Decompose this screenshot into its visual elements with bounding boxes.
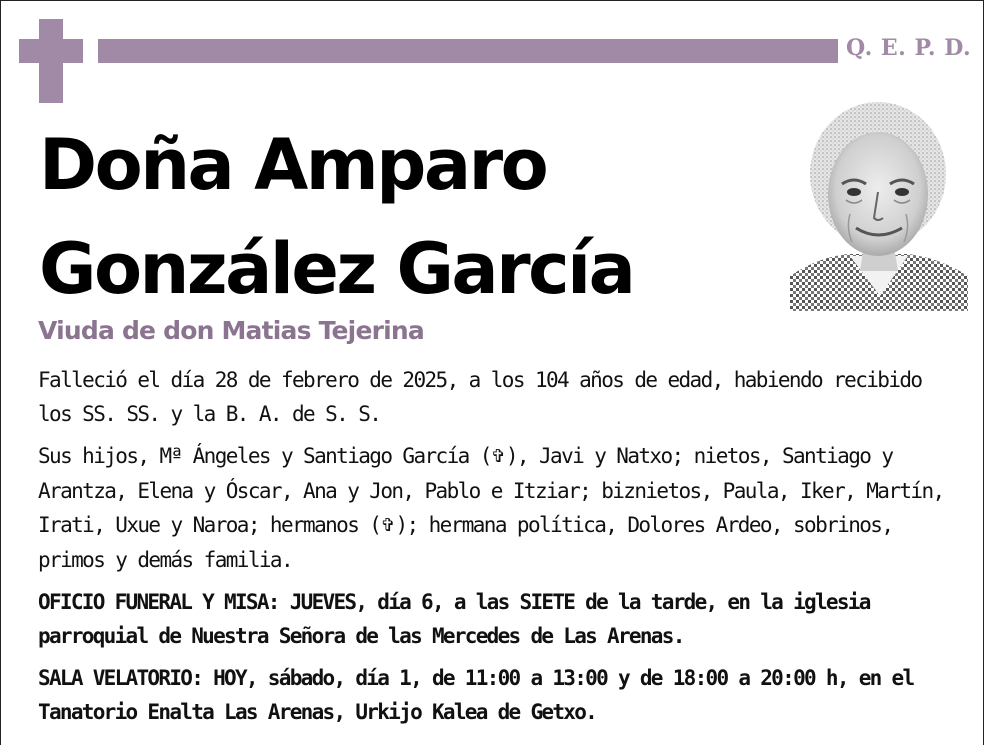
- name-line-2: González García: [39, 228, 634, 310]
- family-text-b: ), Javi y Natxo; nietos, Santiago y Arantza, Elena y Óscar, Ana y Jon, Pablo e Itziar; biznietos, Paula, Iker, Martín, Irati, Uxue y Naroa; hermanos (: [38, 444, 944, 537]
- cross-icon: ✞: [490, 446, 506, 467]
- portrait-photo: [790, 96, 968, 311]
- cross-icon-horizontal: [19, 39, 83, 63]
- family-text-a: Sus hijos, Mª Ángeles y Santiago García (: [38, 444, 491, 468]
- header-rule: [98, 39, 838, 63]
- death-announcement: Falleció el día 28 de febrero de 2025, a los 104 años de edad, habiendo recibido los SS. SS. y la B. A. de S. S.: [38, 368, 922, 426]
- notice-body: [38, 363, 958, 737]
- name-line-1: Doña Amparo: [39, 124, 547, 206]
- qepd-label: Q. E. P. D.: [846, 35, 972, 61]
- cross-icon: ✞: [380, 515, 396, 536]
- family-list: [38, 439, 958, 577]
- family-text-c: ); hermana política, Dolores Ardeo, sobrinos, primos y demás familia.: [38, 513, 893, 572]
- wake-room: SALA VELATORIO: HOY, sábado, día 1, de 11:00 a 13:00 y de 18:00 a 20:00 h, en el Tanatorio Enalta Las Arenas, Urkijo Kalea de Getxo.: [38, 666, 914, 724]
- subtitle-widow-of: Viuda de don Matias Tejerina: [38, 316, 424, 345]
- funeral-service: OFICIO FUNERAL Y MISA: JUEVES, día 6, a las SIETE de la tarde, en la iglesia parroquial de Nuestra Señora de las Mercedes de Las Arenas.: [38, 590, 870, 648]
- deceased-name: [39, 113, 779, 321]
